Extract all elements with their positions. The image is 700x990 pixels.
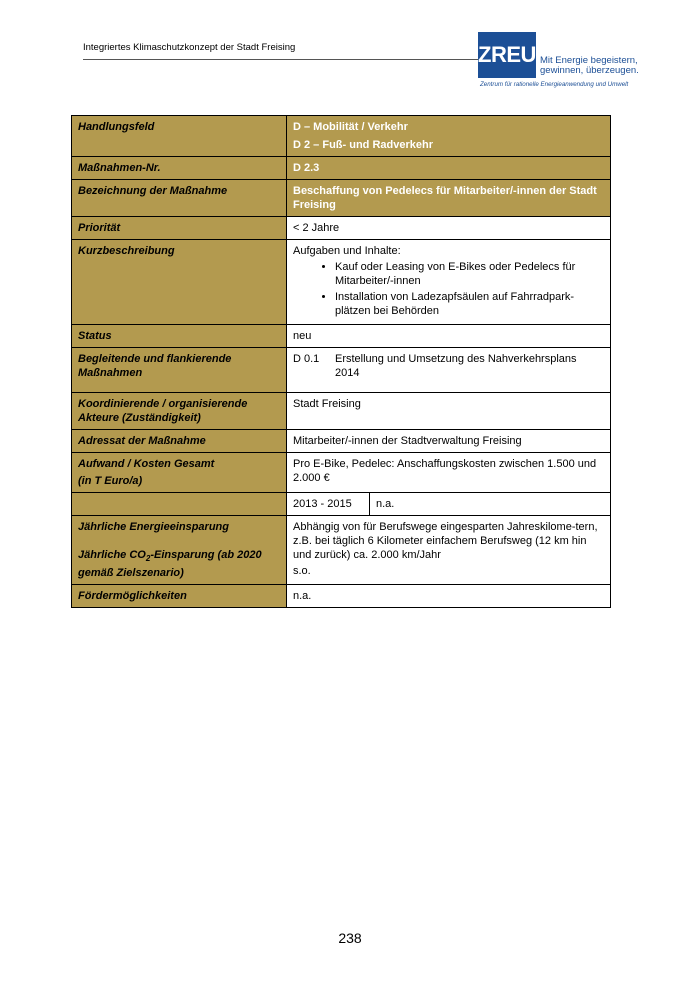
- label-zeitraum: [72, 493, 287, 516]
- einsparung-energie-value: Abhängig von für Berufswege eingesparten Jahreskilome-tern, z.B. bei täglich 6 Kilometer einfachem Berufsweg (12 km hin und zurück) ca. 2.000 km/Jahr: [293, 521, 598, 561]
- value-massnahmen-nr: D 2.3: [287, 157, 611, 180]
- logo-slogan: [540, 56, 639, 76]
- value-foerder: n.a.: [287, 585, 611, 608]
- handlungsfeld-line-2: D 2 – Fuß- und Radverkehr: [293, 139, 433, 151]
- row-akteure: [72, 393, 611, 430]
- value-aufwand: Pro E-Bike, Pedelec: Anschaffungskosten zwischen 1.500 und 2.000 €: [287, 453, 611, 493]
- label-handlungsfeld: Handlungsfeld: [72, 116, 287, 157]
- co2-label-post: -Einsparung (ab 2020 gemäß Zielszenario): [78, 549, 262, 580]
- row-zeitraum: [72, 493, 611, 516]
- value-einsparung: [287, 516, 611, 585]
- label-foerder: Fördermöglichkeiten: [72, 585, 287, 608]
- begleitende-text: Erstellung und Umsetzung des Nahverkehrsplans 2014: [335, 353, 577, 379]
- header-divider: [83, 59, 479, 60]
- einsparung-co2-value: s.o.: [293, 565, 311, 577]
- label-aufwand: [72, 453, 287, 493]
- einsparung-co2-label: [78, 548, 280, 580]
- zreu-logo: ZREU: [478, 32, 536, 78]
- label-prioritaet: Priorität: [72, 217, 287, 240]
- value-adressat: Mitarbeiter/-innen der Stadtverwaltung Freising: [287, 430, 611, 453]
- list-item: • Kauf oder Leasing von E-Bikes oder Pedelecs für Mitarbeiter/-innen: [335, 260, 604, 288]
- label-bezeichnung: Bezeichnung der Maßnahme: [72, 180, 287, 217]
- begleitende-entry: [293, 352, 604, 380]
- value-akteure: Stadt Freising: [287, 393, 611, 430]
- row-foerder: [72, 585, 611, 608]
- value-kurzbeschreibung: [287, 240, 611, 325]
- row-adressat: [72, 430, 611, 453]
- co2-label-pre: Jährliche CO: [78, 549, 146, 561]
- label-adressat: Adressat der Maßnahme: [72, 430, 287, 453]
- kurzbeschreibung-list: [293, 260, 604, 318]
- logo-subtitle: Zentrum für rationelle Energieanwendung und Umwelt: [480, 81, 629, 88]
- label-kurzbeschreibung: Kurzbeschreibung: [72, 240, 287, 325]
- einsparung-energie-label: Jährliche Energieeinsparung: [78, 521, 229, 533]
- value-bezeichnung: Beschaffung von Pedelecs für Mitarbeiter/-innen der Stadt Freising: [287, 180, 611, 217]
- row-bezeichnung: [72, 180, 611, 217]
- row-prioritaet: [72, 217, 611, 240]
- label-status: Status: [72, 325, 287, 348]
- label-einsparung: [72, 516, 287, 585]
- row-begleitende: [72, 348, 611, 393]
- zeitraum-kosten: n.a.: [376, 498, 395, 510]
- label-akteure: Koordinierende / organisierende Akteure (Zuständigkeit): [72, 393, 287, 430]
- row-einsparung: [72, 516, 611, 585]
- zeitraum-period: 2013 - 2015: [287, 493, 370, 515]
- kurzbeschreibung-intro: Aufgaben und Inhalte:: [293, 245, 401, 257]
- row-kurzbeschreibung: [72, 240, 611, 325]
- page-number: 238: [338, 930, 362, 946]
- document-header-title: Integriertes Klimaschutzkonzept der Stadt Freising: [83, 42, 296, 53]
- zeitraum-split: [287, 493, 610, 515]
- row-handlungsfeld: [72, 116, 611, 157]
- value-status: neu: [287, 325, 611, 348]
- row-massnahmen-nr: [72, 157, 611, 180]
- label-massnahmen-nr: Maßnahmen-Nr.: [72, 157, 287, 180]
- logo-slogan-line-1: Mit Energie begeistern,: [540, 55, 638, 66]
- begleitende-code: D 0.1: [293, 353, 320, 365]
- label-begleitende: Begleitende und flankierende Maßnahmen: [72, 348, 287, 393]
- value-begleitende: [287, 348, 611, 393]
- measure-table: [71, 115, 611, 608]
- row-aufwand: [72, 453, 611, 493]
- logo-slogan-line-2: gewinnen, überzeugen.: [540, 65, 639, 76]
- list-item: • Installation von Ladezapfsäulen auf Fahrradpark-plätzen bei Behörden: [335, 290, 604, 318]
- value-zeitraum: [287, 493, 611, 516]
- row-status: [72, 325, 611, 348]
- co2-subscript: 2: [145, 554, 151, 564]
- value-prioritaet: < 2 Jahre: [287, 217, 611, 240]
- aufwand-label-line-2: (in T Euro/a): [78, 475, 143, 487]
- aufwand-label-line-1: Aufwand / Kosten Gesamt: [78, 458, 215, 470]
- value-handlungsfeld: [287, 116, 611, 157]
- handlungsfeld-line-1: D – Mobilität / Verkehr: [293, 121, 408, 133]
